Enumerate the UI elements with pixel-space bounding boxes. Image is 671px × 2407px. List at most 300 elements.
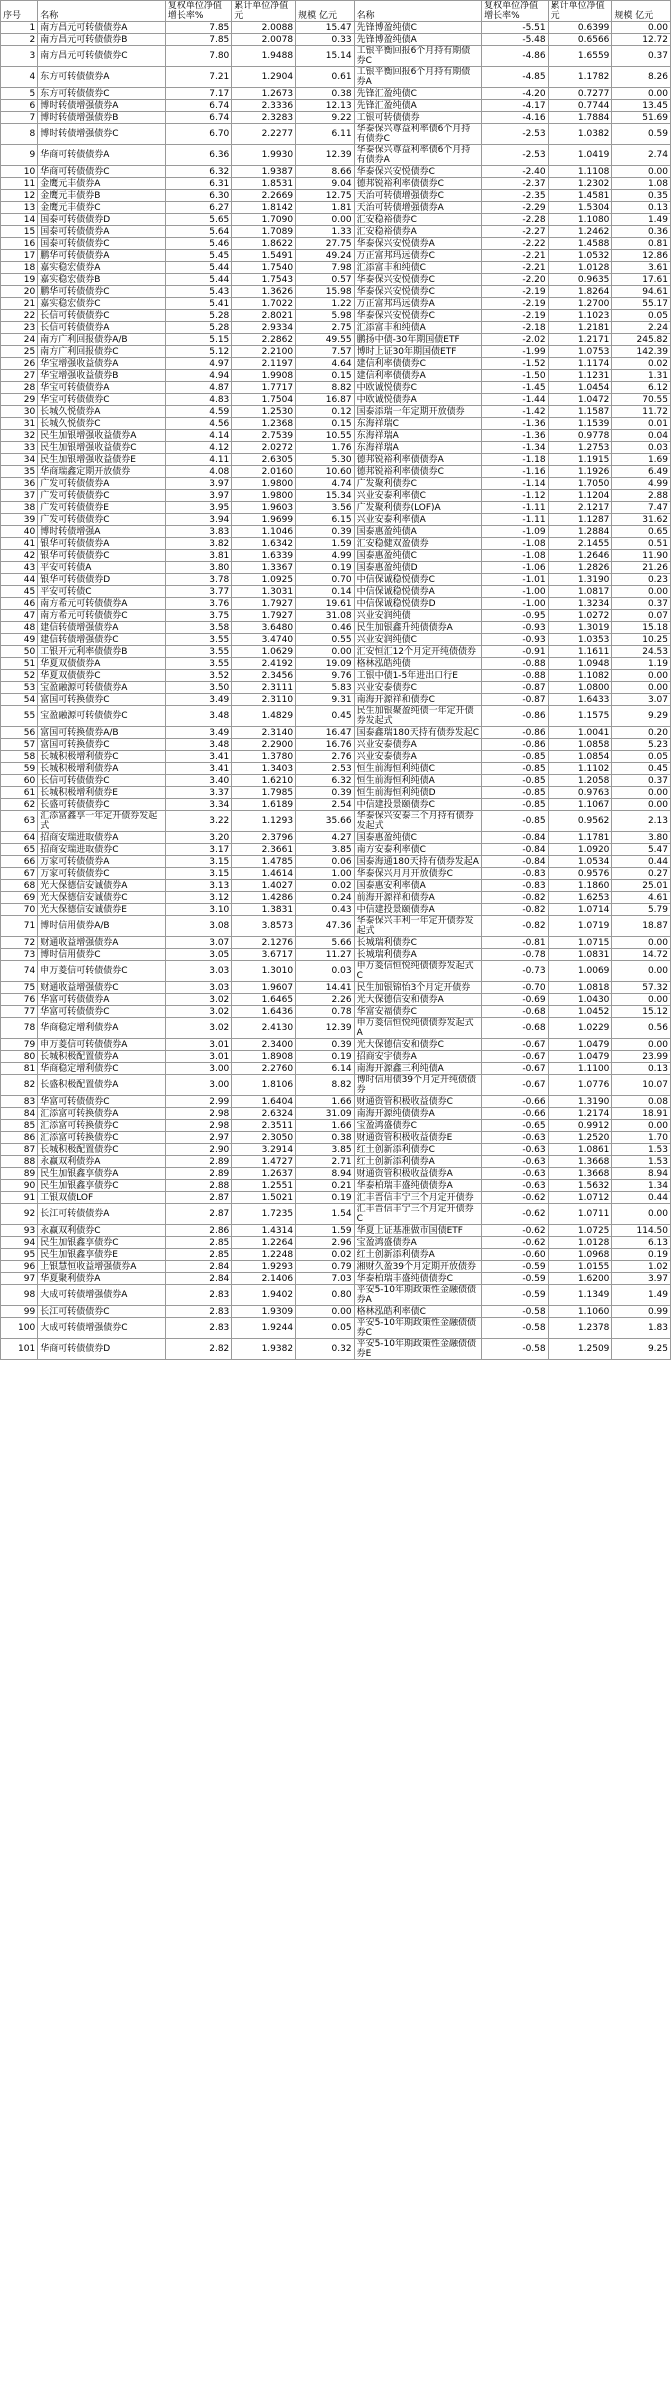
cell-size-right: 1.53 bbox=[612, 1156, 671, 1168]
table-row bbox=[1, 286, 671, 298]
cell-name-right: 华泰保兴安悦债券A bbox=[354, 238, 482, 250]
cell-return-right: -1.14 bbox=[482, 478, 548, 490]
table-row bbox=[1, 1063, 671, 1075]
cell-seq: 88 bbox=[1, 1156, 38, 1168]
cell-return-left: 3.95 bbox=[165, 502, 231, 514]
cell-seq: 74 bbox=[1, 961, 38, 982]
cell-nav-left: 2.3050 bbox=[232, 1132, 296, 1144]
cell-name-right: 平安5-10年期政策性金融债债券E bbox=[354, 1339, 482, 1360]
table-row bbox=[1, 787, 671, 799]
cell-seq: 54 bbox=[1, 694, 38, 706]
cell-return-left: 2.84 bbox=[165, 1273, 231, 1285]
cell-seq: 37 bbox=[1, 490, 38, 502]
cell-nav-left: 2.0160 bbox=[232, 466, 296, 478]
cell-name-left: 国泰可转债债券A bbox=[38, 226, 166, 238]
cell-return-left: 3.48 bbox=[165, 706, 231, 727]
cell-size-right: 0.59 bbox=[612, 124, 671, 145]
cell-size-right: 0.00 bbox=[612, 22, 671, 34]
cell-return-right: -5.48 bbox=[482, 34, 548, 46]
cell-nav-left: 1.8622 bbox=[232, 238, 296, 250]
cell-name-left: 光大保德信安诚债券E bbox=[38, 904, 166, 916]
cell-size-right: 4.61 bbox=[612, 892, 671, 904]
cell-nav-left: 1.6465 bbox=[232, 994, 296, 1006]
cell-name-left: 广发可转债债券A bbox=[38, 478, 166, 490]
cell-name-right: 鹏扬中债-30年期国债ETF bbox=[354, 334, 482, 346]
cell-nav-right: 1.0419 bbox=[548, 145, 612, 166]
cell-name-right: 国泰添瑞一年定期开放债券 bbox=[354, 406, 482, 418]
cell-return-left: 3.15 bbox=[165, 856, 231, 868]
cell-size-left: 9.76 bbox=[296, 670, 354, 682]
cell-size-left: 0.57 bbox=[296, 274, 354, 286]
table-row bbox=[1, 1108, 671, 1120]
cell-nav-left: 1.4727 bbox=[232, 1156, 296, 1168]
cell-size-right: 142.39 bbox=[612, 346, 671, 358]
cell-name-right: 德邦锐裕利率债债券A bbox=[354, 454, 482, 466]
cell-nav-right: 1.6253 bbox=[548, 892, 612, 904]
cell-size-right: 5.79 bbox=[612, 904, 671, 916]
cell-name-left: 华富可转债债券C bbox=[38, 1096, 166, 1108]
cell-size-right: 0.19 bbox=[612, 1249, 671, 1261]
cell-seq: 43 bbox=[1, 562, 38, 574]
cell-name-left: 平安可转债C bbox=[38, 586, 166, 598]
cell-return-right: -0.67 bbox=[482, 1075, 548, 1096]
cell-size-left: 0.15 bbox=[296, 418, 354, 430]
cell-size-left: 5.83 bbox=[296, 682, 354, 694]
cell-name-left: 民生加银鑫享债券C bbox=[38, 1180, 166, 1192]
cell-size-right: 0.07 bbox=[612, 610, 671, 622]
cell-seq: 14 bbox=[1, 214, 38, 226]
cell-return-right: -2.28 bbox=[482, 214, 548, 226]
table-row bbox=[1, 538, 671, 550]
cell-return-right: -0.85 bbox=[482, 799, 548, 811]
cell-seq: 6 bbox=[1, 100, 38, 112]
cell-name-left: 长城积极增利债券E bbox=[38, 787, 166, 799]
cell-nav-left: 1.5021 bbox=[232, 1192, 296, 1204]
cell-size-right: 31.62 bbox=[612, 514, 671, 526]
table-row bbox=[1, 880, 671, 892]
cell-seq: 1 bbox=[1, 22, 38, 34]
cell-name-left: 南方昌元可转债债券B bbox=[38, 34, 166, 46]
cell-name-right: 前海开源祥和债券A bbox=[354, 892, 482, 904]
cell-return-left: 3.82 bbox=[165, 538, 231, 550]
cell-return-right: -1.11 bbox=[482, 514, 548, 526]
table-row bbox=[1, 406, 671, 418]
cell-seq: 9 bbox=[1, 145, 38, 166]
cell-size-left: 12.75 bbox=[296, 190, 354, 202]
cell-size-right: 0.00 bbox=[612, 586, 671, 598]
cell-nav-left: 1.2530 bbox=[232, 406, 296, 418]
cell-return-right: -0.84 bbox=[482, 856, 548, 868]
cell-name-left: 永赢双利债券C bbox=[38, 1225, 166, 1237]
cell-return-left: 4.83 bbox=[165, 394, 231, 406]
cell-return-left: 7.80 bbox=[165, 46, 231, 67]
cell-return-right: -0.93 bbox=[482, 622, 548, 634]
cell-size-left: 1.59 bbox=[296, 1225, 354, 1237]
cell-name-left: 民生加银鑫享债券C bbox=[38, 1237, 166, 1249]
cell-size-left: 0.03 bbox=[296, 961, 354, 982]
cell-return-right: -1.50 bbox=[482, 370, 548, 382]
cell-size-right: 51.69 bbox=[612, 112, 671, 124]
cell-size-right: 0.20 bbox=[612, 727, 671, 739]
cell-name-left: 鹏华可转债债券C bbox=[38, 286, 166, 298]
table-row bbox=[1, 310, 671, 322]
cell-return-right: -1.36 bbox=[482, 430, 548, 442]
cell-nav-right: 1.0479 bbox=[548, 1051, 612, 1063]
cell-nav-left: 2.3511 bbox=[232, 1120, 296, 1132]
cell-return-left: 2.89 bbox=[165, 1168, 231, 1180]
cell-nav-right: 1.0534 bbox=[548, 856, 612, 868]
cell-name-right: 广发聚利债券(LOF)A bbox=[354, 502, 482, 514]
table-row bbox=[1, 490, 671, 502]
cell-name-right: 兴业安泰债券A bbox=[354, 739, 482, 751]
cell-name-right: 先锋博盈纯债C bbox=[354, 22, 482, 34]
cell-name-left: 国泰可转债债券C bbox=[38, 238, 166, 250]
table-row bbox=[1, 238, 671, 250]
cell-nav-left: 1.2904 bbox=[232, 67, 296, 88]
cell-name-left: 长信可转债债券C bbox=[38, 310, 166, 322]
cell-seq: 25 bbox=[1, 346, 38, 358]
cell-nav-left: 1.0629 bbox=[232, 646, 296, 658]
cell-nav-right: 1.2700 bbox=[548, 298, 612, 310]
cell-return-left: 5.28 bbox=[165, 322, 231, 334]
cell-nav-left: 1.3031 bbox=[232, 586, 296, 598]
header-nav-right: 累计单位净值元 bbox=[548, 1, 612, 22]
table-row bbox=[1, 274, 671, 286]
cell-nav-left: 2.3283 bbox=[232, 112, 296, 124]
cell-nav-left: 3.2914 bbox=[232, 1144, 296, 1156]
cell-nav-left: 1.4027 bbox=[232, 880, 296, 892]
cell-size-left: 3.85 bbox=[296, 1144, 354, 1156]
cell-size-right: 0.51 bbox=[612, 538, 671, 550]
cell-return-left: 2.83 bbox=[165, 1306, 231, 1318]
cell-size-right: 94.61 bbox=[612, 286, 671, 298]
cell-size-left: 0.55 bbox=[296, 634, 354, 646]
cell-name-right: 天治可转债增强债券C bbox=[354, 190, 482, 202]
cell-return-left: 6.74 bbox=[165, 112, 231, 124]
cell-size-left: 15.47 bbox=[296, 22, 354, 34]
cell-name-right: 华夏上证基准做市国债ETF bbox=[354, 1225, 482, 1237]
cell-size-right: 12.86 bbox=[612, 250, 671, 262]
table-row bbox=[1, 706, 671, 727]
cell-return-right: -1.16 bbox=[482, 466, 548, 478]
cell-return-right: -5.51 bbox=[482, 22, 548, 34]
cell-size-left: 19.09 bbox=[296, 658, 354, 670]
table-row bbox=[1, 418, 671, 430]
cell-size-left: 2.76 bbox=[296, 751, 354, 763]
cell-seq: 76 bbox=[1, 994, 38, 1006]
table-row bbox=[1, 562, 671, 574]
cell-nav-left: 2.3140 bbox=[232, 727, 296, 739]
cell-name-right: 南海开源鑫三利纯债A bbox=[354, 1063, 482, 1075]
table-row bbox=[1, 844, 671, 856]
table-row bbox=[1, 610, 671, 622]
cell-name-right: 兴业安泰利率债C bbox=[354, 490, 482, 502]
table-row bbox=[1, 100, 671, 112]
cell-size-left: 0.02 bbox=[296, 880, 354, 892]
cell-return-left: 3.03 bbox=[165, 961, 231, 982]
cell-return-right: -2.19 bbox=[482, 298, 548, 310]
table-row bbox=[1, 1285, 671, 1306]
cell-name-right: 招商安宇债券A bbox=[354, 1051, 482, 1063]
cell-name-right: 先锋汇盈纯债C bbox=[354, 88, 482, 100]
cell-return-right: -0.91 bbox=[482, 646, 548, 658]
cell-size-left: 0.46 bbox=[296, 622, 354, 634]
table-row bbox=[1, 1225, 671, 1237]
cell-nav-left: 1.2673 bbox=[232, 88, 296, 100]
cell-size-right: 2.13 bbox=[612, 811, 671, 832]
cell-nav-left: 2.3111 bbox=[232, 682, 296, 694]
cell-return-right: -0.87 bbox=[482, 694, 548, 706]
cell-size-left: 0.00 bbox=[296, 1306, 354, 1318]
cell-nav-right: 1.1539 bbox=[548, 418, 612, 430]
cell-size-left: 1.00 bbox=[296, 868, 354, 880]
cell-nav-right: 1.0128 bbox=[548, 1237, 612, 1249]
cell-name-left: 华商稳定增利债券C bbox=[38, 1063, 166, 1075]
cell-size-left: 14.41 bbox=[296, 982, 354, 994]
cell-name-right: 建信利率债债券C bbox=[354, 358, 482, 370]
cell-nav-right: 1.0753 bbox=[548, 346, 612, 358]
cell-name-left: 金鹰元丰债券C bbox=[38, 202, 166, 214]
cell-seq: 61 bbox=[1, 787, 38, 799]
cell-seq: 90 bbox=[1, 1180, 38, 1192]
cell-size-left: 0.70 bbox=[296, 574, 354, 586]
cell-size-left: 0.39 bbox=[296, 526, 354, 538]
cell-name-right: 汇添富丰和纯债C bbox=[354, 262, 482, 274]
cell-size-right: 7.47 bbox=[612, 502, 671, 514]
cell-seq: 65 bbox=[1, 844, 38, 856]
cell-name-right: 博时上证30年期国债ETF bbox=[354, 346, 482, 358]
cell-size-right: 0.56 bbox=[612, 1018, 671, 1039]
cell-name-right: 华泰保兴安悦债券C bbox=[354, 274, 482, 286]
cell-return-left: 4.59 bbox=[165, 406, 231, 418]
cell-nav-right: 0.9576 bbox=[548, 868, 612, 880]
cell-size-left: 35.66 bbox=[296, 811, 354, 832]
cell-nav-right: 1.1782 bbox=[548, 67, 612, 88]
table-row bbox=[1, 298, 671, 310]
cell-name-right: 申万菱信恒悦纯债债券发起式C bbox=[354, 961, 482, 982]
cell-nav-left: 1.7235 bbox=[232, 1204, 296, 1225]
cell-nav-right: 0.9562 bbox=[548, 811, 612, 832]
cell-return-right: -1.08 bbox=[482, 538, 548, 550]
cell-seq: 56 bbox=[1, 727, 38, 739]
cell-name-right: 长城瑞利债券A bbox=[354, 949, 482, 961]
cell-return-right: -0.67 bbox=[482, 1051, 548, 1063]
table-row bbox=[1, 670, 671, 682]
cell-size-left: 31.09 bbox=[296, 1108, 354, 1120]
cell-size-left: 15.34 bbox=[296, 490, 354, 502]
cell-size-right: 2.24 bbox=[612, 322, 671, 334]
table-body bbox=[1, 22, 671, 1360]
cell-name-left: 工银双债LOF bbox=[38, 1192, 166, 1204]
cell-nav-left: 2.3661 bbox=[232, 844, 296, 856]
cell-size-right: 5.47 bbox=[612, 844, 671, 856]
cell-size-left: 1.33 bbox=[296, 226, 354, 238]
cell-name-right: 华泰保兴安悦债券C bbox=[354, 166, 482, 178]
cell-name-right: 国泰海通180天持有债券发起A bbox=[354, 856, 482, 868]
cell-size-left: 6.14 bbox=[296, 1063, 354, 1075]
cell-nav-left: 2.2100 bbox=[232, 346, 296, 358]
cell-size-right: 6.49 bbox=[612, 466, 671, 478]
cell-nav-left: 3.8573 bbox=[232, 916, 296, 937]
cell-nav-right: 1.4581 bbox=[548, 190, 612, 202]
cell-name-left: 博时信用债券A/B bbox=[38, 916, 166, 937]
cell-size-left: 47.36 bbox=[296, 916, 354, 937]
cell-return-right: -0.85 bbox=[482, 775, 548, 787]
cell-seq: 101 bbox=[1, 1339, 38, 1360]
cell-nav-right: 1.1915 bbox=[548, 454, 612, 466]
cell-name-right: 恒生前海恒利纯债D bbox=[354, 787, 482, 799]
table-row bbox=[1, 112, 671, 124]
cell-seq: 20 bbox=[1, 286, 38, 298]
cell-return-left: 2.82 bbox=[165, 1339, 231, 1360]
cell-size-left: 0.19 bbox=[296, 562, 354, 574]
cell-nav-left: 1.6210 bbox=[232, 775, 296, 787]
table-row bbox=[1, 322, 671, 334]
cell-seq: 51 bbox=[1, 658, 38, 670]
cell-nav-right: 1.5304 bbox=[548, 202, 612, 214]
cell-name-right: 红土创新添利债券A bbox=[354, 1249, 482, 1261]
cell-return-right: -1.01 bbox=[482, 574, 548, 586]
table-row bbox=[1, 634, 671, 646]
cell-size-right: 0.00 bbox=[612, 682, 671, 694]
table-row bbox=[1, 334, 671, 346]
header-name-left: 名称 bbox=[38, 1, 166, 22]
cell-size-left: 31.08 bbox=[296, 610, 354, 622]
cell-return-left: 5.44 bbox=[165, 274, 231, 286]
cell-name-right: 汇安稳裕债券A bbox=[354, 226, 482, 238]
cell-size-right: 0.05 bbox=[612, 751, 671, 763]
cell-name-right: 国泰惠盈纯债C bbox=[354, 550, 482, 562]
cell-nav-left: 1.0925 bbox=[232, 574, 296, 586]
cell-nav-left: 2.1197 bbox=[232, 358, 296, 370]
table-row bbox=[1, 961, 671, 982]
cell-nav-left: 1.9908 bbox=[232, 370, 296, 382]
cell-return-right: -1.44 bbox=[482, 394, 548, 406]
table-row bbox=[1, 1168, 671, 1180]
cell-seq: 48 bbox=[1, 622, 38, 634]
cell-name-right: 光大保德信安和债券C bbox=[354, 1039, 482, 1051]
cell-seq: 3 bbox=[1, 46, 38, 67]
cell-name-left: 广发可转债债券C bbox=[38, 490, 166, 502]
cell-name-left: 华富可转债债券C bbox=[38, 1006, 166, 1018]
cell-nav-right: 1.0128 bbox=[548, 262, 612, 274]
table-row bbox=[1, 502, 671, 514]
cell-size-left: 0.78 bbox=[296, 1006, 354, 1018]
cell-nav-left: 2.1406 bbox=[232, 1273, 296, 1285]
cell-return-left: 3.22 bbox=[165, 811, 231, 832]
cell-size-right: 3.97 bbox=[612, 1273, 671, 1285]
cell-return-left: 2.87 bbox=[165, 1204, 231, 1225]
table-row bbox=[1, 763, 671, 775]
cell-nav-left: 2.0272 bbox=[232, 442, 296, 454]
cell-return-left: 3.55 bbox=[165, 658, 231, 670]
cell-size-left: 8.94 bbox=[296, 1168, 354, 1180]
cell-name-left: 建信转债增强债券C bbox=[38, 634, 166, 646]
cell-nav-right: 1.2646 bbox=[548, 550, 612, 562]
cell-seq: 72 bbox=[1, 937, 38, 949]
cell-return-right: -2.19 bbox=[482, 310, 548, 322]
cell-nav-left: 2.2669 bbox=[232, 190, 296, 202]
cell-size-right: 18.87 bbox=[612, 916, 671, 937]
cell-return-left: 4.11 bbox=[165, 454, 231, 466]
cell-name-right: 兴业安润纯债C bbox=[354, 634, 482, 646]
cell-size-right: 1.53 bbox=[612, 1144, 671, 1156]
cell-size-right: 12.72 bbox=[612, 34, 671, 46]
cell-size-right: 0.00 bbox=[612, 166, 671, 178]
cell-seq: 4 bbox=[1, 67, 38, 88]
cell-nav-right: 2.1217 bbox=[548, 502, 612, 514]
cell-name-left: 华商稳定增利债券A bbox=[38, 1018, 166, 1039]
cell-return-left: 7.85 bbox=[165, 22, 231, 34]
cell-size-left: 0.24 bbox=[296, 892, 354, 904]
cell-size-left: 1.81 bbox=[296, 202, 354, 214]
cell-nav-right: 1.1781 bbox=[548, 832, 612, 844]
cell-return-left: 6.36 bbox=[165, 145, 231, 166]
cell-seq: 86 bbox=[1, 1132, 38, 1144]
cell-size-right: 1.83 bbox=[612, 1318, 671, 1339]
cell-name-left: 博时转债增强A bbox=[38, 526, 166, 538]
cell-name-right: 国泰惠盈纯债A bbox=[354, 526, 482, 538]
table-row bbox=[1, 1096, 671, 1108]
cell-nav-right: 1.2171 bbox=[548, 334, 612, 346]
cell-size-left: 10.60 bbox=[296, 466, 354, 478]
cell-return-right: -0.85 bbox=[482, 763, 548, 775]
cell-return-right: -2.53 bbox=[482, 145, 548, 166]
cell-nav-right: 1.2753 bbox=[548, 442, 612, 454]
cell-nav-right: 1.1611 bbox=[548, 646, 612, 658]
table-row bbox=[1, 892, 671, 904]
cell-name-left: 长城久悦债券A bbox=[38, 406, 166, 418]
cell-return-left: 3.41 bbox=[165, 751, 231, 763]
cell-size-left: 0.38 bbox=[296, 88, 354, 100]
cell-nav-left: 2.1276 bbox=[232, 937, 296, 949]
cell-name-left: 华商可转债债券C bbox=[38, 166, 166, 178]
cell-nav-right: 1.1080 bbox=[548, 214, 612, 226]
cell-seq: 94 bbox=[1, 1237, 38, 1249]
header-return-left: 复权单位净值增长率% bbox=[165, 1, 231, 22]
cell-nav-right: 1.2826 bbox=[548, 562, 612, 574]
cell-nav-right: 1.0715 bbox=[548, 937, 612, 949]
cell-seq: 41 bbox=[1, 538, 38, 550]
cell-name-left: 民生加银增强收益债券E bbox=[38, 454, 166, 466]
cell-name-right: 红土创新添利债券C bbox=[354, 1144, 482, 1156]
cell-seq: 50 bbox=[1, 646, 38, 658]
cell-size-left: 16.76 bbox=[296, 739, 354, 751]
table-row bbox=[1, 646, 671, 658]
cell-name-left: 招商安瑞进取债券C bbox=[38, 844, 166, 856]
cell-name-right: 汇丰晋信丰宁三个月定开债券 bbox=[354, 1192, 482, 1204]
cell-name-right: 中信建投景颐债券A bbox=[354, 904, 482, 916]
cell-size-left: 5.66 bbox=[296, 937, 354, 949]
table-row bbox=[1, 937, 671, 949]
cell-size-right: 0.00 bbox=[612, 937, 671, 949]
cell-size-left: 6.15 bbox=[296, 514, 354, 526]
cell-nav-left: 1.3780 bbox=[232, 751, 296, 763]
cell-return-left: 7.85 bbox=[165, 34, 231, 46]
table-row bbox=[1, 514, 671, 526]
cell-seq: 12 bbox=[1, 190, 38, 202]
cell-return-left: 5.28 bbox=[165, 310, 231, 322]
cell-seq: 33 bbox=[1, 442, 38, 454]
cell-seq: 45 bbox=[1, 586, 38, 598]
cell-size-left: 3.85 bbox=[296, 844, 354, 856]
cell-return-left: 3.80 bbox=[165, 562, 231, 574]
cell-nav-left: 1.8531 bbox=[232, 178, 296, 190]
cell-name-left: 鹏华可转债债券A bbox=[38, 250, 166, 262]
table-row bbox=[1, 1132, 671, 1144]
cell-name-right: 建信利率债债券A bbox=[354, 370, 482, 382]
cell-return-left: 2.88 bbox=[165, 1180, 231, 1192]
